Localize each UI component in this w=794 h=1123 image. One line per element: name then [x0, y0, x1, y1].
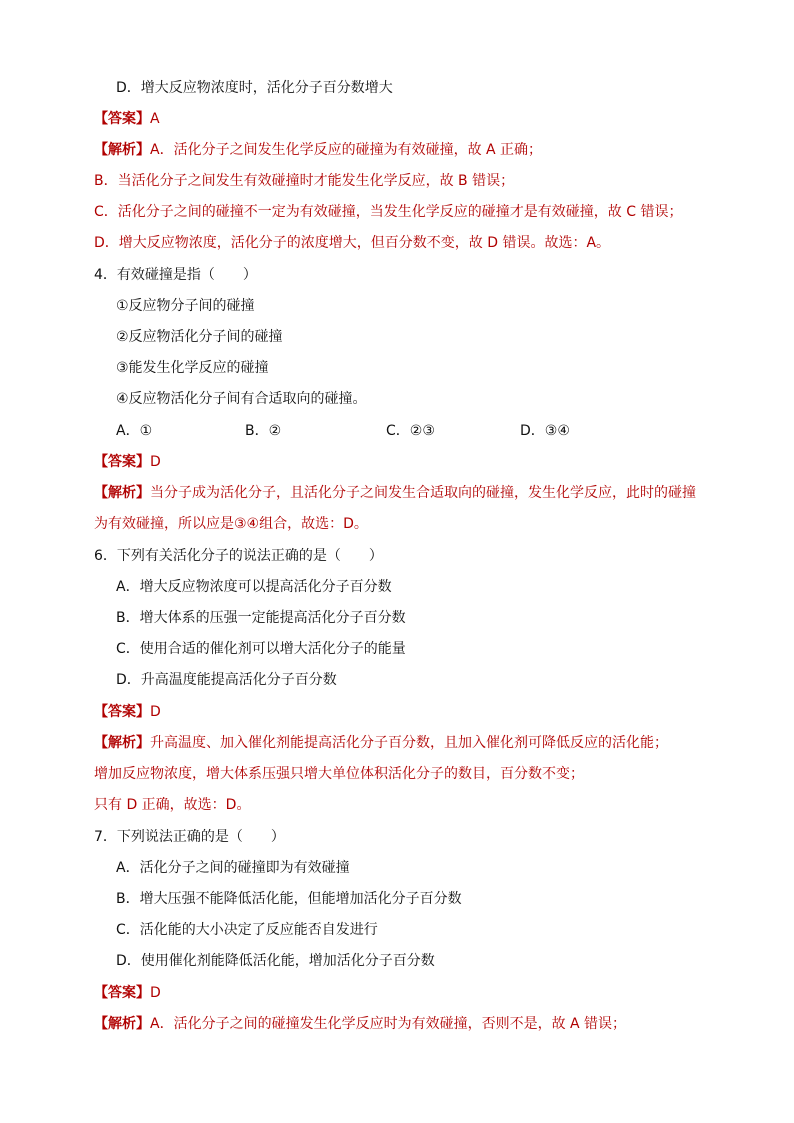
q6-analysis-line-2: 增加反应物浓度，增大体系压强只增大单位体积活化分子的数目，百分数不变；	[94, 766, 584, 782]
q4-answer: D	[150, 454, 161, 470]
q7-stem: 7．下列说法正确的是（ ）	[94, 829, 285, 845]
analysis-label: 【解析】	[94, 735, 150, 751]
q6-option-b: B．增大体系的压强一定能提高活化分子百分数	[116, 610, 406, 626]
answer-label: 【答案】	[94, 111, 150, 127]
q3-option-d: D．增大反应物浓度时，活化分子百分数增大	[116, 80, 393, 96]
q3-analysis-line-2: B．当活化分子之间发生有效碰撞时才能发生化学反应，故 B 错误；	[94, 173, 515, 189]
q3-analysis-line-4: D．增大反应物浓度，活化分子的浓度增大，但百分数不变，故 D 错误。故选：A。	[94, 235, 611, 251]
q7-answer: D	[150, 985, 161, 1001]
q4-option-b: B．②	[245, 423, 282, 439]
q6-stem: 6．下列有关活化分子的说法正确的是（ ）	[94, 548, 383, 564]
q6-analysis-line-1: 【解析】升高温度、加入催化剂能提高活化分子百分数，且加入催化剂可降低反应的活化能；	[94, 735, 668, 751]
q6-option-c: C．使用合适的催化剂可以增大活化分子的能量	[116, 641, 406, 657]
q4-stem: 4．有效碰撞是指（ ）	[94, 267, 257, 283]
q4-analysis-line-1: 【解析】当分子成为活化分子，且活化分子之间发生合适取向的碰撞，发生化学反应，此时的碰撞	[94, 485, 696, 501]
q7-analysis-line-1: 【解析】A．活化分子之间的碰撞发生化学反应时为有效碰撞，否则不是，故 A 错误；	[94, 1016, 627, 1032]
q3-answer: A	[150, 111, 160, 127]
q4-analysis-line-2: 为有效碰撞，所以应是③④组合，故选：D。	[94, 516, 368, 532]
q4-item-1: ①反应物分子间的碰撞	[116, 298, 255, 314]
q3-analysis-line-3: C．活化分子之间的碰撞不一定为有效碰撞，当发生化学反应的碰撞才是有效碰撞，故 C 错误；	[94, 204, 683, 220]
q6-answer-line	[94, 702, 161, 722]
q7-option-b: B．增大压强不能降低活化能，但能增加活化分子百分数	[116, 891, 462, 907]
analysis-label: 【解析】	[94, 1016, 150, 1032]
q4-option-d: D．③④	[520, 423, 570, 439]
q7-option-c: C．活化能的大小决定了反应能否自发进行	[116, 922, 378, 938]
q3-answer-line	[94, 109, 160, 129]
q4-option-c: C．②③	[386, 423, 435, 439]
q7-answer-line	[94, 983, 161, 1003]
answer-label: 【答案】	[94, 454, 150, 470]
q6-answer: D	[150, 704, 161, 720]
q4-item-4: ④反应物活化分子间有合适取向的碰撞。	[116, 391, 367, 407]
q4-item-2: ②反应物活化分子间的碰撞	[116, 329, 283, 345]
analysis-label: 【解析】	[94, 142, 150, 158]
q7-option-d: D．使用催化剂能降低活化能，增加活化分子百分数	[116, 953, 435, 969]
q7-option-a: A．活化分子之间的碰撞即为有效碰撞	[116, 860, 350, 876]
answer-label: 【答案】	[94, 704, 150, 720]
q6-option-a: A．增大反应物浓度可以提高活化分子百分数	[116, 579, 392, 595]
q6-option-d: D．升高温度能提高活化分子百分数	[116, 672, 337, 688]
analysis-label: 【解析】	[94, 485, 150, 501]
q4-answer-line	[94, 452, 161, 472]
answer-label: 【答案】	[94, 985, 150, 1001]
q4-item-3: ③能发生化学反应的碰撞	[116, 360, 269, 376]
q4-option-a: A．①	[116, 423, 153, 439]
q6-analysis-line-3: 只有 D 正确，故选：D。	[94, 797, 251, 813]
q3-analysis-line-1: 【解析】A．活化分子之间发生化学反应的碰撞为有效碰撞，故 A 正确；	[94, 142, 543, 158]
